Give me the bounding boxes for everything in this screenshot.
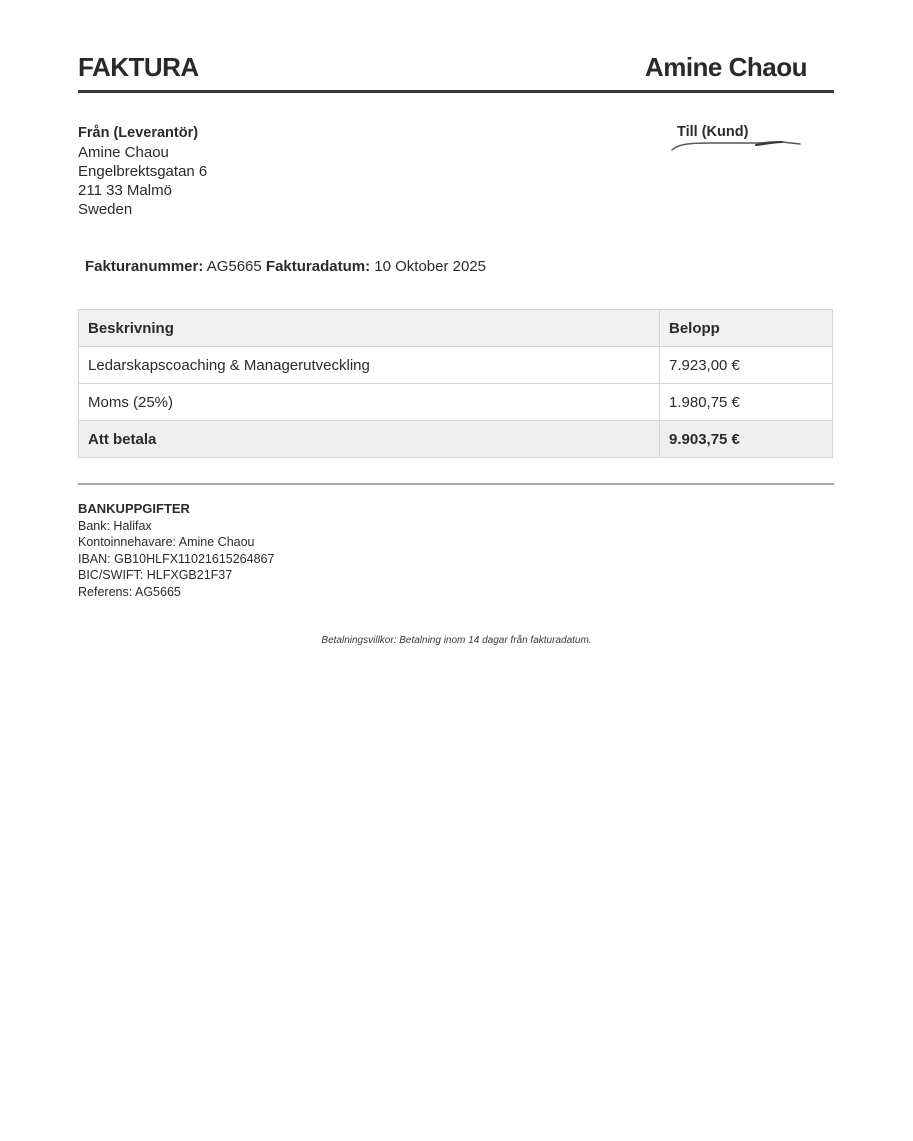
from-label: Från (Leverantör) [78, 125, 199, 141]
invoice-meta [85, 258, 486, 275]
bank-line-reference: Referens: AG5665 [78, 584, 181, 599]
bank-details-label: BANKUPPGIFTER [78, 501, 190, 516]
from-line-city: 211 33 Malmö [78, 182, 172, 199]
row-amount: 1.980,75 € [660, 384, 833, 421]
supplier-name-heading: Amine Chaou [644, 52, 807, 82]
from-block [78, 124, 207, 219]
table-row [79, 347, 833, 384]
bank-line-bank: Bank: Halifax [78, 518, 152, 533]
invoice-number-label: Fakturanummer: [85, 258, 204, 275]
to-label: Till (Kund) [677, 124, 749, 140]
invoice-date: 10 Oktober 2025 [374, 258, 487, 275]
column-header-description: Beskrivning [79, 310, 660, 347]
total-label: Att betala [79, 421, 660, 458]
column-header-amount: Belopp [660, 310, 833, 347]
total-amount: 9.903,75 € [660, 421, 833, 458]
total-row [79, 421, 833, 458]
invoice-date-label: Fakturadatum: [265, 258, 371, 275]
payment-terms: Betalningsvillkor: Betalning inom 14 dagar från fakturadatum. [321, 635, 592, 646]
bank-line-bic: BIC/SWIFT: HLFXGB21F37 [78, 568, 233, 582]
bank-line-account-holder: Kontoinnehavare: Amine Chaou [78, 535, 255, 549]
table-header-row [79, 310, 833, 347]
invoice-title: FAKTURA [78, 52, 199, 82]
bank-details [78, 501, 274, 600]
table-row [79, 384, 833, 421]
line-items-table [78, 309, 833, 458]
invoice-header [78, 50, 834, 93]
row-description: Ledarskapscoaching & Managerutveckling [79, 347, 660, 384]
from-line-country: Sweden [78, 201, 133, 218]
from-line-name: Amine Chaou [78, 144, 169, 161]
section-divider [78, 483, 834, 485]
bank-line-iban: IBAN: GB10HLFX11021615264867 [78, 551, 275, 566]
from-line-street: Engelbrektsgatan 6 [78, 163, 208, 180]
row-description: Moms (25%) [79, 384, 660, 421]
row-amount: 7.923,00 € [660, 347, 833, 384]
signature-swoosh [670, 138, 802, 152]
invoice-number: AG5665 [206, 258, 262, 275]
